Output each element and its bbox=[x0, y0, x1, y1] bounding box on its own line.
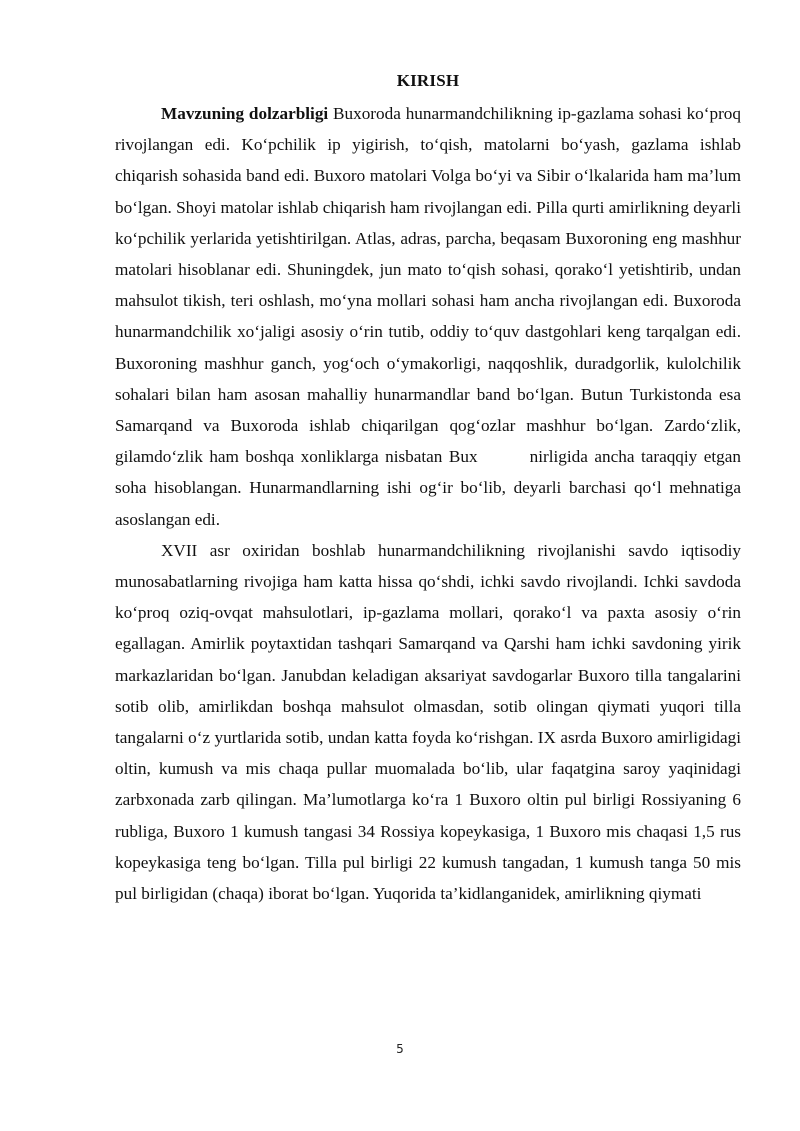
page-number: 5 bbox=[396, 1042, 404, 1056]
paragraph-lead: Mavzuning dolzarbligi bbox=[161, 104, 329, 123]
paragraph-intro bbox=[115, 98, 746, 535]
paragraph-intro-text: Buxoroda hunarmandchilikning ip-gazlama sohasi ko‘proq rivojlangan edi. Ko‘pchilik ip yigirish, to‘qish, matolarni bo‘yash, gazlama ishlab chiqarish sohasida band edi. Buxoro matolari Volga bo‘yi va Sibir o‘lkalarida ham ma’lum bo‘lgan. Shoyi matolar ishlab chiqarish ham rivojlangan edi. Pilla qurti amirlikning deyarli ko‘pchilik yerlarida yetishtirilgan. Atlas, adras, parcha, beqasam Buxoroning eng mashhur matolari hisoblanar edi. Shuningdek, jun mato to‘qish sohasi, qorako‘l yetishtirib, undan mahsulot tikish, teri oshlash, mo‘yna mollari sohasi ham ancha rivojlangan edi. Buxoroda hunarmandchilik xo‘jaligi asosiy o‘rin tutib, oddiy to‘quv dastgohlari keng tarqalgan edi. Buxoroning mashhur ganch, yog‘och o‘ymakorligi, naqqoshlik, duradgorlik, kulolchilik sohalari bilan ham asosan mahalliy hunarmandlar band bo‘lgan. Butun Turkistonda esa Samarqand va Buxoroda ishlab chiqarilgan qog‘ozlar mashhur bo‘lgan. Zardo‘zlik, gilamdo‘zlik ham boshqa xonliklarga nisbatan Bux nirligida ancha taraqqiy etgan soha hisoblangan. Hunarmandlarning ishi og‘ir bo‘lib, deyarli barchasi qo‘l mehnatiga asoslangan edi. bbox=[115, 104, 746, 529]
page-title: KIRISH bbox=[396, 71, 460, 90]
paragraph-trade: XVII asr oxiridan boshlab hunarmandchilikning rivojlanishi savdo iqtisodiy munosabatlarning rivojiga ham katta hissa qo‘shdi, ichki savdo rivojlandi. Ichki savdoda ko‘proq oziq-ovqat mahsulotlari, ip-gazlama mollari, qorako‘l va paxta asosiy o‘rin egallagan. Amirlik poytaxtidan tashqari Samarqand va Qarshi ham ichki savdoning yirik markazlaridan bo‘lgan. Janubdan keladigan aksariyat savdogarlar Buxoro tilla tangalarini sotib olib, amirlikdan boshqa mahsulot olmasdan, sotib olingan qiymati yuqori tilla tangalarni o‘z yurtlarida sotib, undan katta foyda ko‘rishgan. IX asrda Buxoro amirligidagi oltin, kumush va mis chaqa pullar muomalada bo‘lib, ular faqatgina saroy yaqinidagi zarbxonada zarb qilingan. Ma’lumotlarga ko‘ra 1 Buxoro oltin pul birligi Rossiyaning 6 rubliga, Buxoro 1 kumush tangasi 34 Rossiya kopeykasiga, 1 Buxoro mis chaqasi 1,5 rus kopeykasiga teng bo‘lgan. Tilla pul birligi 22 kumush tangadan, 1 kumush tanga 50 mis pul birligidan (chaqa) iborat bo‘lgan. Yuqorida ta’kidlanganidek, amirlikning qiymati bbox=[115, 540, 741, 904]
document-page bbox=[115, 70, 746, 909]
